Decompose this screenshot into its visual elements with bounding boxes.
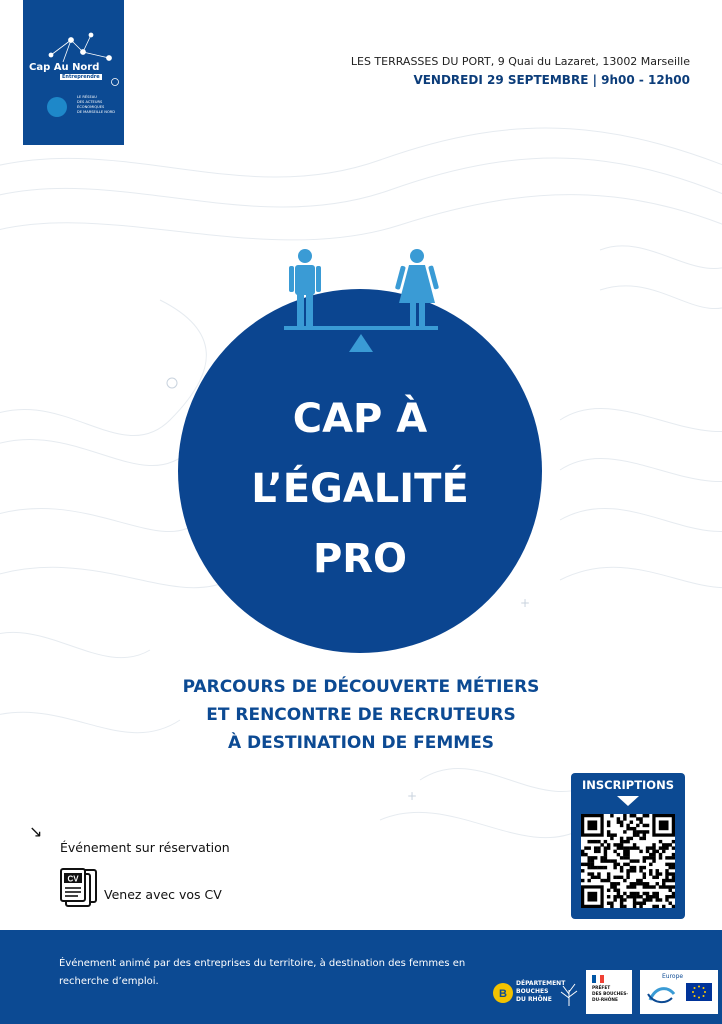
svg-text:B: B <box>499 988 507 1000</box>
cv-documents-icon <box>60 866 100 908</box>
reservation-note: Événement sur réservation <box>60 840 230 855</box>
partner-label-prefet: PRÉFET DES BOUCHES- DU-RHÔNE <box>592 986 629 1003</box>
partner-label-europe: Europe <box>662 973 684 980</box>
departement-emblem-icon <box>492 982 514 1004</box>
tree-icon <box>558 980 580 1006</box>
partner-logo-bouches-du-rhone <box>492 980 582 1006</box>
gender-balance-icon <box>280 245 442 355</box>
svg-text:+: + <box>407 789 418 803</box>
eu-flag-icon <box>686 983 712 1001</box>
logo-subtitle: LE RÉSEAU DES ACTEURS ÉCONOMIQUES DE MARSEILLE NORD <box>77 95 116 114</box>
partner-logo-prefet <box>586 970 632 1014</box>
event-venue: LES TERRASSES DU PORT, 9 Quai du Lazaret, 13002 Marseille <box>350 55 690 68</box>
event-subtitle: PARCOURS DE DÉCOUVERTE MÉTIERS ET RENCONTRE DE RECRUTEURS À DESTINATION DE FEMMES <box>182 677 540 753</box>
footer-text: Événement animé par des entreprises du territoire, à destination des femmes en recherche d’emploi. <box>59 958 466 987</box>
network-badge-icon <box>47 97 67 117</box>
cap-au-nord-logo <box>23 0 124 145</box>
logo-title: Cap Au Nord <box>29 62 100 73</box>
footer <box>0 930 722 1024</box>
event-title: CAP À L’ÉGALITÉ PRO <box>251 396 469 582</box>
event-date: VENDREDI 29 SEPTEMBRE | 9h00 - 12h00 <box>413 73 690 87</box>
partner-logo-europe <box>640 970 718 1014</box>
french-flag-icon <box>592 975 604 983</box>
registration-qr-code[interactable] <box>581 814 675 908</box>
svg-text:CV: CV <box>67 874 79 884</box>
partner-label-departement: DÉPARTEMENT BOUCHES DU RHÔNE <box>516 980 566 1003</box>
logo-tagline: Entreprendre <box>62 74 100 80</box>
arrow-down-right-icon: ↘ <box>29 822 43 841</box>
cv-note: Venez avec vos CV <box>104 887 222 902</box>
svg-text:+: + <box>520 596 531 610</box>
engagement-swirl-icon <box>646 982 676 1006</box>
arrow-down-icon <box>617 796 639 806</box>
registration-box[interactable] <box>571 773 685 919</box>
registration-label: INSCRIPTIONS <box>582 778 674 792</box>
